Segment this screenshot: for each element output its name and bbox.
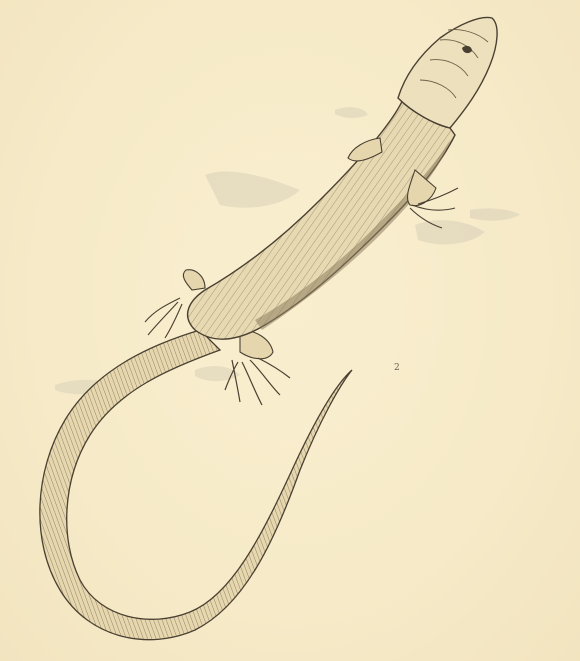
hind-foot-left: [145, 298, 182, 338]
figure-number: 2: [394, 363, 400, 373]
hind-foot-right: [225, 358, 290, 405]
hind-leg-left: [183, 270, 205, 290]
lizard-body: [188, 95, 455, 339]
